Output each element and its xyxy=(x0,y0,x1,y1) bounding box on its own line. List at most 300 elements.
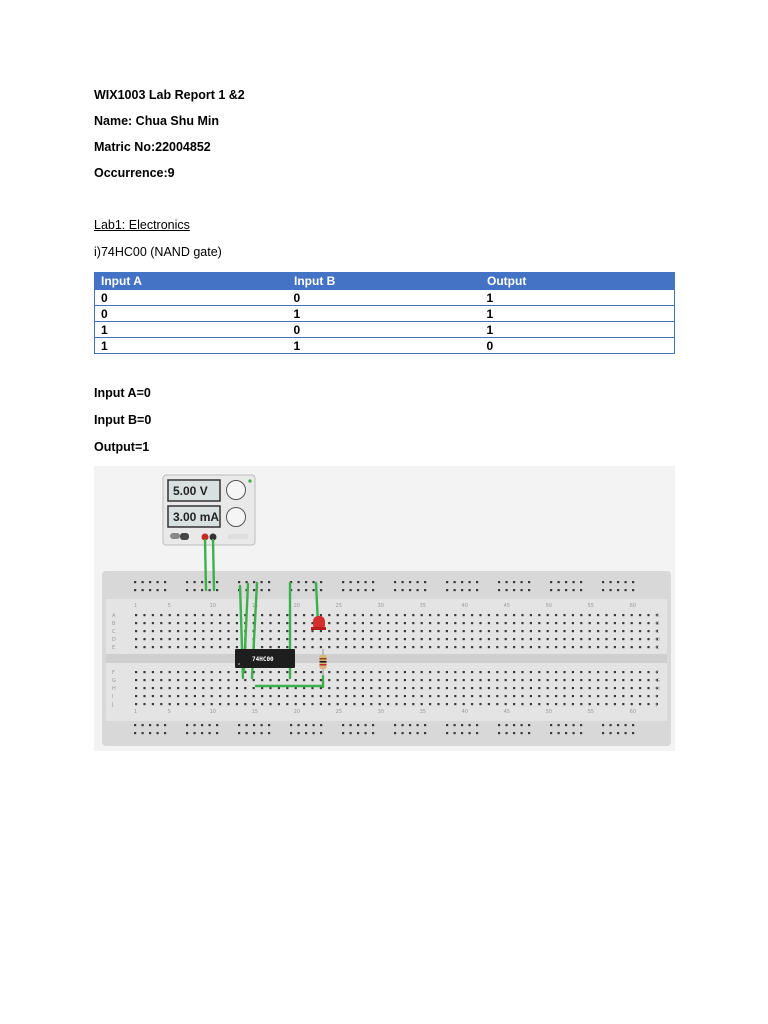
terminal-hole xyxy=(555,614,557,616)
terminal-hole xyxy=(152,679,154,681)
terminal-hole xyxy=(597,646,599,648)
current-knob[interactable] xyxy=(227,508,246,527)
terminal-hole xyxy=(580,646,582,648)
terminal-hole xyxy=(185,703,187,705)
terminal-hole xyxy=(471,638,473,640)
terminal-hole xyxy=(521,703,523,705)
terminal-hole xyxy=(244,679,246,681)
terminal-hole xyxy=(152,630,154,632)
column-tick-label: 20 xyxy=(293,709,300,715)
terminal-hole xyxy=(505,703,507,705)
terminal-hole xyxy=(429,703,431,705)
terminal-hole xyxy=(269,687,271,689)
terminal-hole xyxy=(370,695,372,697)
rail-hole xyxy=(506,724,508,726)
terminal-hole xyxy=(269,622,271,624)
terminal-hole xyxy=(253,679,255,681)
terminal-hole xyxy=(295,630,297,632)
terminal-hole xyxy=(589,630,591,632)
terminal-hole xyxy=(320,630,322,632)
rail-hole xyxy=(394,581,396,583)
matric-number: Matric No:22004852 xyxy=(94,140,211,154)
rail-hole xyxy=(446,732,448,734)
terminal-hole xyxy=(362,703,364,705)
terminal-hole xyxy=(429,622,431,624)
terminal-hole xyxy=(454,614,456,616)
terminal-hole xyxy=(236,679,238,681)
rail-hole xyxy=(164,724,166,726)
terminal-hole xyxy=(530,622,532,624)
table-row xyxy=(95,290,675,306)
table-header-row xyxy=(95,273,675,290)
rail-hole xyxy=(357,724,359,726)
terminal-hole xyxy=(580,695,582,697)
rail-hole xyxy=(320,724,322,726)
terminal-hole xyxy=(622,638,624,640)
rail-hole xyxy=(261,724,263,726)
terminal-hole xyxy=(143,671,145,673)
rail-hole xyxy=(313,732,315,734)
terminal-hole xyxy=(135,622,137,624)
terminal-hole xyxy=(631,630,633,632)
terminal-hole xyxy=(412,687,414,689)
rail-hole xyxy=(625,589,627,591)
terminal-hole xyxy=(488,695,490,697)
terminal-hole xyxy=(227,646,229,648)
terminal-hole xyxy=(337,614,339,616)
terminal-hole xyxy=(555,679,557,681)
terminal-hole xyxy=(135,638,137,640)
row-letter-label: E xyxy=(656,645,660,651)
terminal-hole xyxy=(513,703,515,705)
terminal-hole xyxy=(614,695,616,697)
column-header: Input A xyxy=(95,273,288,290)
terminal-hole xyxy=(446,646,448,648)
terminal-hole xyxy=(387,703,389,705)
rail-hole xyxy=(409,724,411,726)
terminal-hole xyxy=(194,638,196,640)
terminal-hole xyxy=(328,646,330,648)
terminal-hole xyxy=(639,622,641,624)
rail-hole xyxy=(513,581,515,583)
terminal-hole xyxy=(295,638,297,640)
terminal-hole xyxy=(555,638,557,640)
rail-hole xyxy=(580,589,582,591)
table-cell: 0 xyxy=(288,322,481,338)
rail-hole xyxy=(268,724,270,726)
row-letter-label: H xyxy=(656,686,660,692)
terminal-hole xyxy=(236,638,238,640)
terminal-hole xyxy=(521,695,523,697)
terminal-hole xyxy=(185,622,187,624)
rail-hole xyxy=(521,589,523,591)
rail-hole xyxy=(157,732,159,734)
rail-hole xyxy=(342,732,344,734)
rail-hole xyxy=(602,589,604,591)
terminal-hole xyxy=(286,630,288,632)
truth-table xyxy=(94,272,675,354)
rail-hole xyxy=(216,732,218,734)
terminal-hole xyxy=(463,646,465,648)
terminal-hole xyxy=(135,671,137,673)
rail-hole xyxy=(461,724,463,726)
column-tick-label: 60 xyxy=(629,603,636,609)
terminal-hole xyxy=(597,622,599,624)
terminal-hole xyxy=(404,695,406,697)
rail-hole xyxy=(528,589,530,591)
rail-hole xyxy=(149,724,151,726)
rail-hole xyxy=(268,581,270,583)
terminal-hole xyxy=(437,703,439,705)
terminal-hole xyxy=(295,671,297,673)
ic-chip xyxy=(235,649,295,668)
terminal-hole xyxy=(429,638,431,640)
terminal-hole xyxy=(404,622,406,624)
terminal-hole xyxy=(538,638,540,640)
terminal-hole xyxy=(614,622,616,624)
terminal-hole xyxy=(471,646,473,648)
terminal-hole xyxy=(622,614,624,616)
terminal-hole xyxy=(160,638,162,640)
terminal-hole xyxy=(530,679,532,681)
terminal-hole xyxy=(211,638,213,640)
rail-hole xyxy=(469,732,471,734)
rail-hole xyxy=(461,581,463,583)
terminal-hole xyxy=(412,614,414,616)
terminal-hole xyxy=(589,679,591,681)
terminal-hole xyxy=(303,687,305,689)
terminal-hole xyxy=(311,703,313,705)
terminal-hole xyxy=(328,614,330,616)
terminal-hole xyxy=(236,671,238,673)
terminal-hole xyxy=(345,687,347,689)
column-tick-label: 15 xyxy=(251,709,258,715)
column-tick-label: 20 xyxy=(293,603,300,609)
terminal-hole xyxy=(143,622,145,624)
terminal-hole xyxy=(370,638,372,640)
terminal-hole xyxy=(563,703,565,705)
terminal-hole xyxy=(471,679,473,681)
rail-hole xyxy=(476,732,478,734)
rail-hole xyxy=(476,581,478,583)
terminal-hole xyxy=(538,679,540,681)
terminal-hole xyxy=(622,646,624,648)
terminal-hole xyxy=(295,679,297,681)
terminal-hole xyxy=(379,687,381,689)
terminal-hole xyxy=(597,638,599,640)
rail-hole xyxy=(194,732,196,734)
terminal-hole xyxy=(160,614,162,616)
rail-hole xyxy=(134,581,136,583)
terminal-hole xyxy=(446,671,448,673)
terminal-hole xyxy=(614,687,616,689)
terminal-hole xyxy=(538,687,540,689)
rail-hole xyxy=(372,581,374,583)
terminal-hole xyxy=(572,638,574,640)
terminal-hole xyxy=(471,703,473,705)
terminal-hole xyxy=(185,679,187,681)
rail-hole xyxy=(469,589,471,591)
terminal-hole xyxy=(227,622,229,624)
terminal-hole xyxy=(211,687,213,689)
terminal-hole xyxy=(177,638,179,640)
terminal-hole xyxy=(572,687,574,689)
terminal-hole xyxy=(395,671,397,673)
rail-hole xyxy=(261,732,263,734)
rail-hole xyxy=(357,589,359,591)
terminal-hole xyxy=(320,679,322,681)
terminal-hole xyxy=(622,630,624,632)
terminal-hole xyxy=(505,679,507,681)
rail-hole xyxy=(558,581,560,583)
rail-hole xyxy=(305,581,307,583)
terminal-hole xyxy=(362,630,364,632)
terminal-hole xyxy=(412,622,414,624)
input-a-value: Input A=0 xyxy=(94,386,151,400)
terminal-hole xyxy=(647,679,649,681)
terminal-hole xyxy=(303,671,305,673)
terminal-hole xyxy=(211,695,213,697)
terminal-hole xyxy=(421,687,423,689)
rail-hole xyxy=(402,589,404,591)
terminal-hole xyxy=(387,695,389,697)
rail-hole xyxy=(409,589,411,591)
terminal-hole xyxy=(429,671,431,673)
terminal-hole xyxy=(605,622,607,624)
terminal-hole xyxy=(353,638,355,640)
terminal-hole xyxy=(572,622,574,624)
terminal-hole xyxy=(505,695,507,697)
rail-hole xyxy=(372,589,374,591)
rail-hole xyxy=(394,732,396,734)
terminal-hole xyxy=(538,695,540,697)
rail-hole xyxy=(253,724,255,726)
terminal-hole xyxy=(463,622,465,624)
terminal-hole xyxy=(563,614,565,616)
table-cell: 1 xyxy=(481,322,675,338)
rail-hole xyxy=(573,589,575,591)
terminal-hole xyxy=(211,703,213,705)
terminal-hole xyxy=(639,638,641,640)
terminal-hole xyxy=(328,630,330,632)
terminal-hole xyxy=(538,630,540,632)
terminal-hole xyxy=(446,638,448,640)
table-cell: 0 xyxy=(481,338,675,354)
terminal-hole xyxy=(244,703,246,705)
terminal-hole xyxy=(328,687,330,689)
terminal-hole xyxy=(597,687,599,689)
table-cell: 1 xyxy=(288,306,481,322)
terminal-hole xyxy=(488,630,490,632)
terminal-hole xyxy=(647,630,649,632)
terminal-hole xyxy=(278,614,280,616)
rail-hole xyxy=(246,581,248,583)
rail-hole xyxy=(350,581,352,583)
terminal-hole xyxy=(286,695,288,697)
terminal-hole xyxy=(303,646,305,648)
terminal-hole xyxy=(513,646,515,648)
terminal-hole xyxy=(320,646,322,648)
terminal-hole xyxy=(345,646,347,648)
terminal-hole xyxy=(311,614,313,616)
terminal-hole xyxy=(337,679,339,681)
terminal-hole xyxy=(563,695,565,697)
terminal-hole xyxy=(547,630,549,632)
terminal-hole xyxy=(572,671,574,673)
rail-hole xyxy=(372,732,374,734)
terminal-hole xyxy=(412,695,414,697)
terminal-hole xyxy=(647,671,649,673)
terminal-hole xyxy=(143,695,145,697)
terminal-hole xyxy=(194,646,196,648)
terminal-hole xyxy=(286,703,288,705)
rail-hole xyxy=(632,581,634,583)
terminal-hole xyxy=(538,622,540,624)
terminal-hole xyxy=(446,630,448,632)
terminal-hole xyxy=(362,679,364,681)
terminal-hole xyxy=(530,671,532,673)
terminal-hole xyxy=(505,614,507,616)
terminal-hole xyxy=(278,703,280,705)
rail-hole xyxy=(164,732,166,734)
terminal-hole xyxy=(379,679,381,681)
terminal-hole xyxy=(135,679,137,681)
terminal-hole xyxy=(185,638,187,640)
terminal-hole xyxy=(269,679,271,681)
rail-hole xyxy=(216,589,218,591)
terminal-hole xyxy=(328,638,330,640)
terminal-hole xyxy=(513,622,515,624)
terminal-hole xyxy=(555,703,557,705)
rail-hole xyxy=(201,724,203,726)
terminal-hole xyxy=(597,614,599,616)
terminal-hole xyxy=(202,679,204,681)
terminal-hole xyxy=(286,671,288,673)
terminal-hole xyxy=(311,687,313,689)
rail-hole xyxy=(157,724,159,726)
wire xyxy=(213,540,214,590)
terminal-hole xyxy=(278,646,280,648)
rail-hole xyxy=(417,724,419,726)
terminal-hole xyxy=(353,703,355,705)
terminal-hole xyxy=(379,703,381,705)
terminal-hole xyxy=(521,671,523,673)
terminal-hole xyxy=(236,630,238,632)
terminal-hole xyxy=(454,638,456,640)
table-cell: 1 xyxy=(481,290,675,306)
terminal-hole xyxy=(286,679,288,681)
rail-hole xyxy=(602,581,604,583)
terminal-hole xyxy=(597,630,599,632)
rail-hole xyxy=(424,724,426,726)
terminal-hole xyxy=(454,687,456,689)
rail-hole xyxy=(580,581,582,583)
terminal-hole xyxy=(404,687,406,689)
terminal-hole xyxy=(631,679,633,681)
terminal-hole xyxy=(169,695,171,697)
terminal-hole xyxy=(185,671,187,673)
rail-hole xyxy=(617,581,619,583)
rail-hole xyxy=(209,581,211,583)
rail-hole xyxy=(142,589,144,591)
terminal-hole xyxy=(303,695,305,697)
terminal-hole xyxy=(194,630,196,632)
terminal-hole xyxy=(219,646,221,648)
terminal-hole xyxy=(547,679,549,681)
terminal-hole xyxy=(488,671,490,673)
rail-hole xyxy=(498,589,500,591)
terminal-hole xyxy=(496,679,498,681)
terminal-hole xyxy=(479,671,481,673)
rail-hole xyxy=(305,732,307,734)
terminal-hole xyxy=(521,646,523,648)
terminal-hole xyxy=(521,614,523,616)
terminal-hole xyxy=(135,630,137,632)
terminal-hole xyxy=(580,614,582,616)
terminal-hole xyxy=(194,695,196,697)
terminal-hole xyxy=(530,703,532,705)
terminal-hole xyxy=(295,703,297,705)
voltage-knob[interactable] xyxy=(227,481,246,500)
terminal-hole xyxy=(555,630,557,632)
terminal-hole xyxy=(286,646,288,648)
terminal-hole xyxy=(345,703,347,705)
terminal-hole xyxy=(253,703,255,705)
terminal-hole xyxy=(421,679,423,681)
terminal-hole xyxy=(463,638,465,640)
rail-hole xyxy=(454,589,456,591)
terminal-hole xyxy=(639,695,641,697)
terminal-hole xyxy=(412,630,414,632)
rail-hole xyxy=(298,589,300,591)
terminal-hole xyxy=(269,646,271,648)
wire xyxy=(205,540,206,590)
rail-hole xyxy=(238,581,240,583)
terminal-hole xyxy=(202,703,204,705)
terminal-hole xyxy=(589,687,591,689)
rail-hole xyxy=(209,732,211,734)
terminal-hole xyxy=(261,622,263,624)
terminal-hole xyxy=(169,703,171,705)
chip-label: 74HC00 xyxy=(252,656,274,663)
rail-hole xyxy=(625,581,627,583)
terminal-hole xyxy=(412,703,414,705)
terminal-hole xyxy=(589,703,591,705)
terminal-hole xyxy=(236,622,238,624)
rail-hole xyxy=(573,732,575,734)
terminal-hole xyxy=(219,703,221,705)
terminal-hole xyxy=(311,671,313,673)
rail-hole xyxy=(469,724,471,726)
terminal-hole xyxy=(135,687,137,689)
terminal-hole xyxy=(236,646,238,648)
terminal-hole xyxy=(647,638,649,640)
terminal-hole xyxy=(622,687,624,689)
input-b-value: Input B=0 xyxy=(94,413,152,427)
terminal-hole xyxy=(404,638,406,640)
terminal-hole xyxy=(597,703,599,705)
terminal-hole xyxy=(177,646,179,648)
table-cell: 1 xyxy=(95,322,288,338)
terminal-hole xyxy=(547,614,549,616)
terminal-hole xyxy=(370,630,372,632)
terminal-hole xyxy=(278,671,280,673)
table-cell: 0 xyxy=(288,290,481,306)
terminal-hole xyxy=(479,630,481,632)
terminal-hole xyxy=(379,614,381,616)
terminal-hole xyxy=(278,638,280,640)
terminal-hole xyxy=(278,687,280,689)
